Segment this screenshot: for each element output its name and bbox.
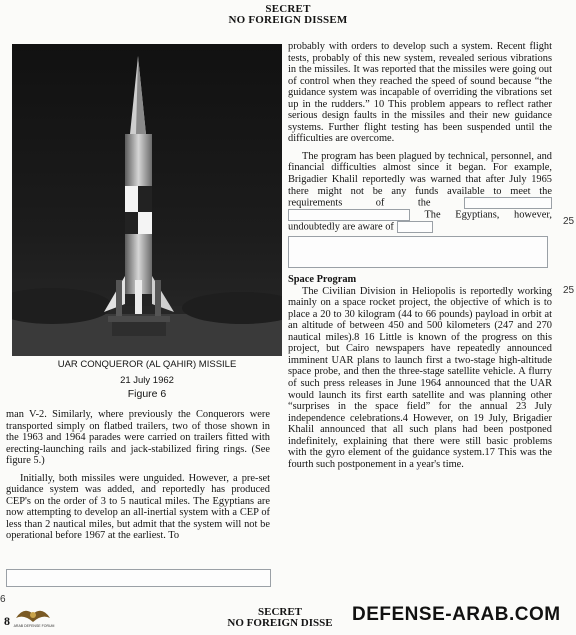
right-paragraph-2 [288,151,552,233]
page-number: 8 [4,614,10,628]
figure-date: 21 July 1962 [120,375,174,386]
forum-logo [13,604,55,630]
figure-caption: UAR CONQUEROR (AL QAHIR) MISSILE [57,359,237,370]
dissem-line: NO FOREIGN DISSEM [228,14,348,26]
watermark-text: DEFENSE-ARAB.COM [352,604,561,625]
margin-mark: 25 [563,285,575,296]
margin-mark: 6 [0,594,6,605]
classification-footer [180,607,380,629]
missile-photo [12,44,282,356]
redacted-box [6,569,271,587]
right-paragraph-3: The Civilian Division in Heliopolis is reportedly working mainly on a space rocket project, the objective of which is to place a 20 to 30 kilogram (44 to 66 pounds) payload in orbit at an altitude of between 450 and 500 kilometers (247 and 270 nautical miles).8 16 Little is known of the progress on this project, but Cairo newspapers have repeatedly announced imminent UAR plans to launch first a two-stage high-altitude space probe, and then the three-stage satellite vehicle. A flurry of such press releases in June 1964 announced that the UAR would launch its first earth satellite and was planning other “surprises in the space field” for the annual 23 July independence celebrations.4 However, on 19 July, Brigadier Khalil announced that all such plans had been postponed indefinitely, explaining that there were still basic problems with the gyro element of the guidance system.17 This was the fourth such postponement in a year's time. [288,285,552,470]
redacted-box [397,221,433,233]
redacted-box [464,197,552,209]
right-paragraph-1: probably with orders to develop such a system. Recent flight tests, probably of this new system, revealed serious vibrations in the missiles. It was reported that the missiles were going out of control when they reached the speed of sound because “the guidance system was incapable of overriding the vibrations set up in the rudders.” 10 This problem appears to reflect rather serious design faults in the missiles and their new guidance systems. Further flight testing has been suspended until the difficulties are overcome. [288,41,552,145]
right-column [288,41,552,470]
left-paragraph-2: Initially, both missiles were unguided. However, a pre-set guidance system was added, and reportedly has produced CEP's on the order of 3 to 5 nautical miles. The Egyptians are now attempting to develop an all-inertial system with a CEP of less than 2 nautical miles, but admit that the system will not be operational before 1967 at the earliest. To [6,472,270,542]
missile-photo-graphic [12,44,282,356]
redacted-box [288,209,410,221]
classification-line: SECRET [257,606,303,618]
right-paragraph-2-part-b: The Egyptians, however, undoubtedly are aware of [288,209,552,233]
dissem-line: NO FOREIGN DISSE [227,617,333,629]
left-column [6,409,270,542]
classification-line: SECRET [265,3,311,15]
redacted-block [288,236,548,268]
section-heading: Space Program [288,274,357,286]
figure-label: Figure 6 [127,388,167,400]
classification-header [0,4,576,26]
right-paragraph-2-part-a: The program has been plagued by technical, personnel, and financial difficulties almost since it began. For example, Brigadier Khalil reportedly was warned that after July 1965 there might not be any funds available to meet the requirements of the [288,150,552,209]
logo-text: ARAB DEFENSE FORUM [13,624,55,628]
margin-mark: 25 [563,216,575,227]
left-paragraph-1: man V-2. Similarly, where previously the Conquerors were transported simply on flatbed trailers, two of those shown in the 1963 and 1964 parades were carried on trailers fitted with erecting-launching rails and jack-stabilized firing rings. (See figure 5.) [6,409,270,467]
